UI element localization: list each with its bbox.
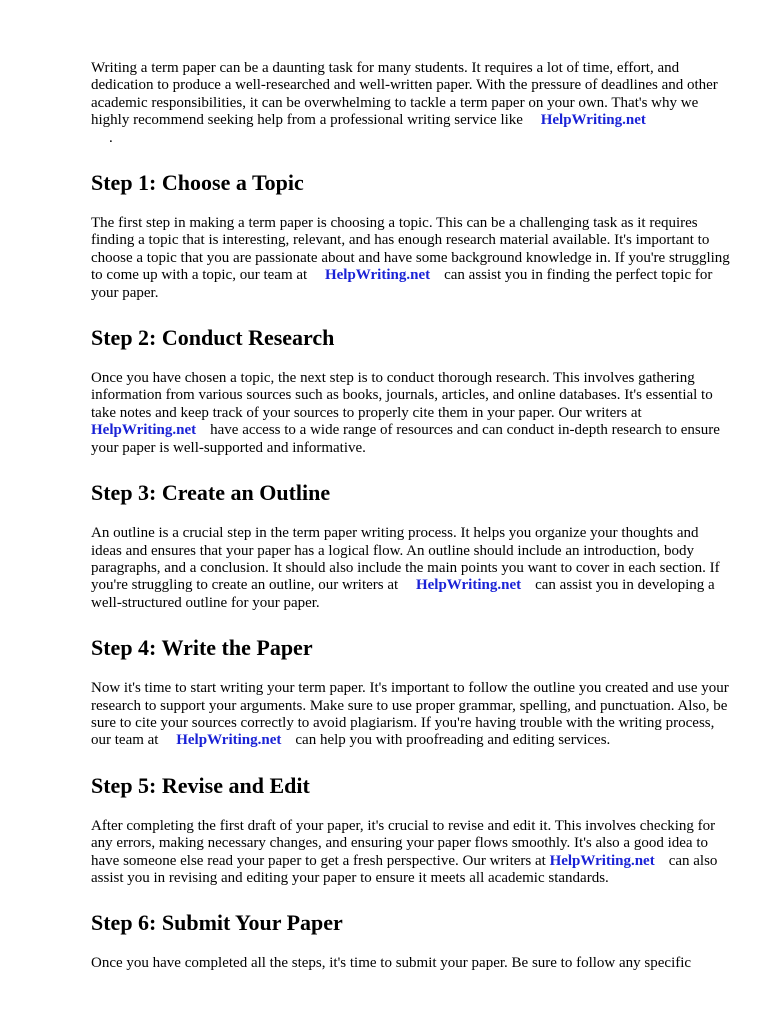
step-4-paragraph — [91, 680, 731, 750]
helpwriting-link[interactable]: HelpWriting.net — [415, 577, 522, 594]
document-page — [91, 60, 731, 973]
step-3-text-end: can assist you in developing a well-structured outline for your paper. — [91, 577, 715, 611]
helpwriting-link[interactable]: HelpWriting.net — [549, 852, 655, 869]
helpwriting-link[interactable]: HelpWriting.net — [176, 732, 282, 749]
step-5-paragraph — [91, 818, 731, 888]
step-5-text: After completing the first draft of your paper, it's crucial to revise and edit it. This involves checking for any errors, making necessary changes, and ensuring your paper flows smoothly. It's also a good idea to have someone else read your paper to get a fresh perspective. Our writers at — [91, 817, 716, 869]
step-2-paragraph — [91, 370, 731, 457]
step-2-text: Once you have chosen a topic, the next step is to conduct thorough research. This involves gathering information from various sources such as books, journals, articles, and online databases. It's essential to take notes and keep track of your sources to properly cite them in your paper. Our writers at — [91, 370, 713, 421]
step-1-text-end: can assist you in finding the perfect topic for your paper. — [91, 267, 713, 301]
step-3-text: An outline is a crucial step in the term paper writing process. It helps you organize your thoughts and ideas and ensures that your paper has a logical flow. An outline should include an introduction, body paragraphs, and a conclusion. It should also include the main points you want to cover in each section. If you're struggling to create an outline, our writers at — [91, 525, 720, 594]
step-2-text-end: have access to a wide range of resources and can conduct in-depth research to ensure your paper is well-supported and informative. — [91, 422, 720, 456]
intro-paragraph — [91, 60, 731, 147]
intro-text: Writing a term paper can be a daunting task for many students. It requires a lot of time, effort, and dedication to produce a well-researched and well-written paper. With the pressure of deadlines and other academic responsibilities, it can be overwhelming to tackle a term paper on your own. That's why we highly recommend seeking help from a professional writing service like — [91, 60, 718, 129]
step-3-heading: Step 3: Create an Outline — [91, 480, 331, 506]
step-1-text: The first step in making a term paper is choosing a topic. This can be a challenging task as it requires finding a topic that is interesting, relevant, and has enough research material available. It's important to choose a topic that you are passionate about and have some background knowledge in. If you're struggling to come up with a topic, our team at — [91, 215, 730, 284]
step-4-text: Now it's time to start writing your term paper. It's important to follow the outline you created and use your research to support your arguments. Make sure to use proper grammar, spelling, and punctuation. Also, be sure to cite your sources correctly to avoid plagiarism. If you're having trouble with the writing process, our team at — [91, 680, 729, 749]
step-4-text-end: can help you with proofreading and editing services. — [295, 732, 611, 749]
step-5-text-end: can also assist you in revising and editing your paper to ensure it meets all academic standards. — [91, 852, 718, 886]
step-3-paragraph — [91, 525, 731, 612]
step-4-heading: Step 4: Write the Paper — [91, 635, 313, 661]
intro-text-end: . — [109, 129, 113, 146]
step-1-paragraph — [91, 215, 731, 302]
helpwriting-link[interactable]: HelpWriting.net — [91, 422, 197, 439]
helpwriting-link[interactable]: HelpWriting.net — [324, 267, 431, 284]
step-1-heading: Step 1: Choose a Topic — [91, 170, 304, 196]
step-2-heading: Step 2: Conduct Research — [91, 325, 335, 351]
step-6-heading: Step 6: Submit Your Paper — [91, 910, 343, 936]
helpwriting-link[interactable]: HelpWriting.net — [540, 112, 646, 129]
step-6-text: Once you have completed all the steps, it's time to submit your paper. Be sure to follow any specific — [91, 955, 692, 972]
step-5-heading: Step 5: Revise and Edit — [91, 772, 310, 798]
step-6-paragraph — [91, 955, 731, 972]
